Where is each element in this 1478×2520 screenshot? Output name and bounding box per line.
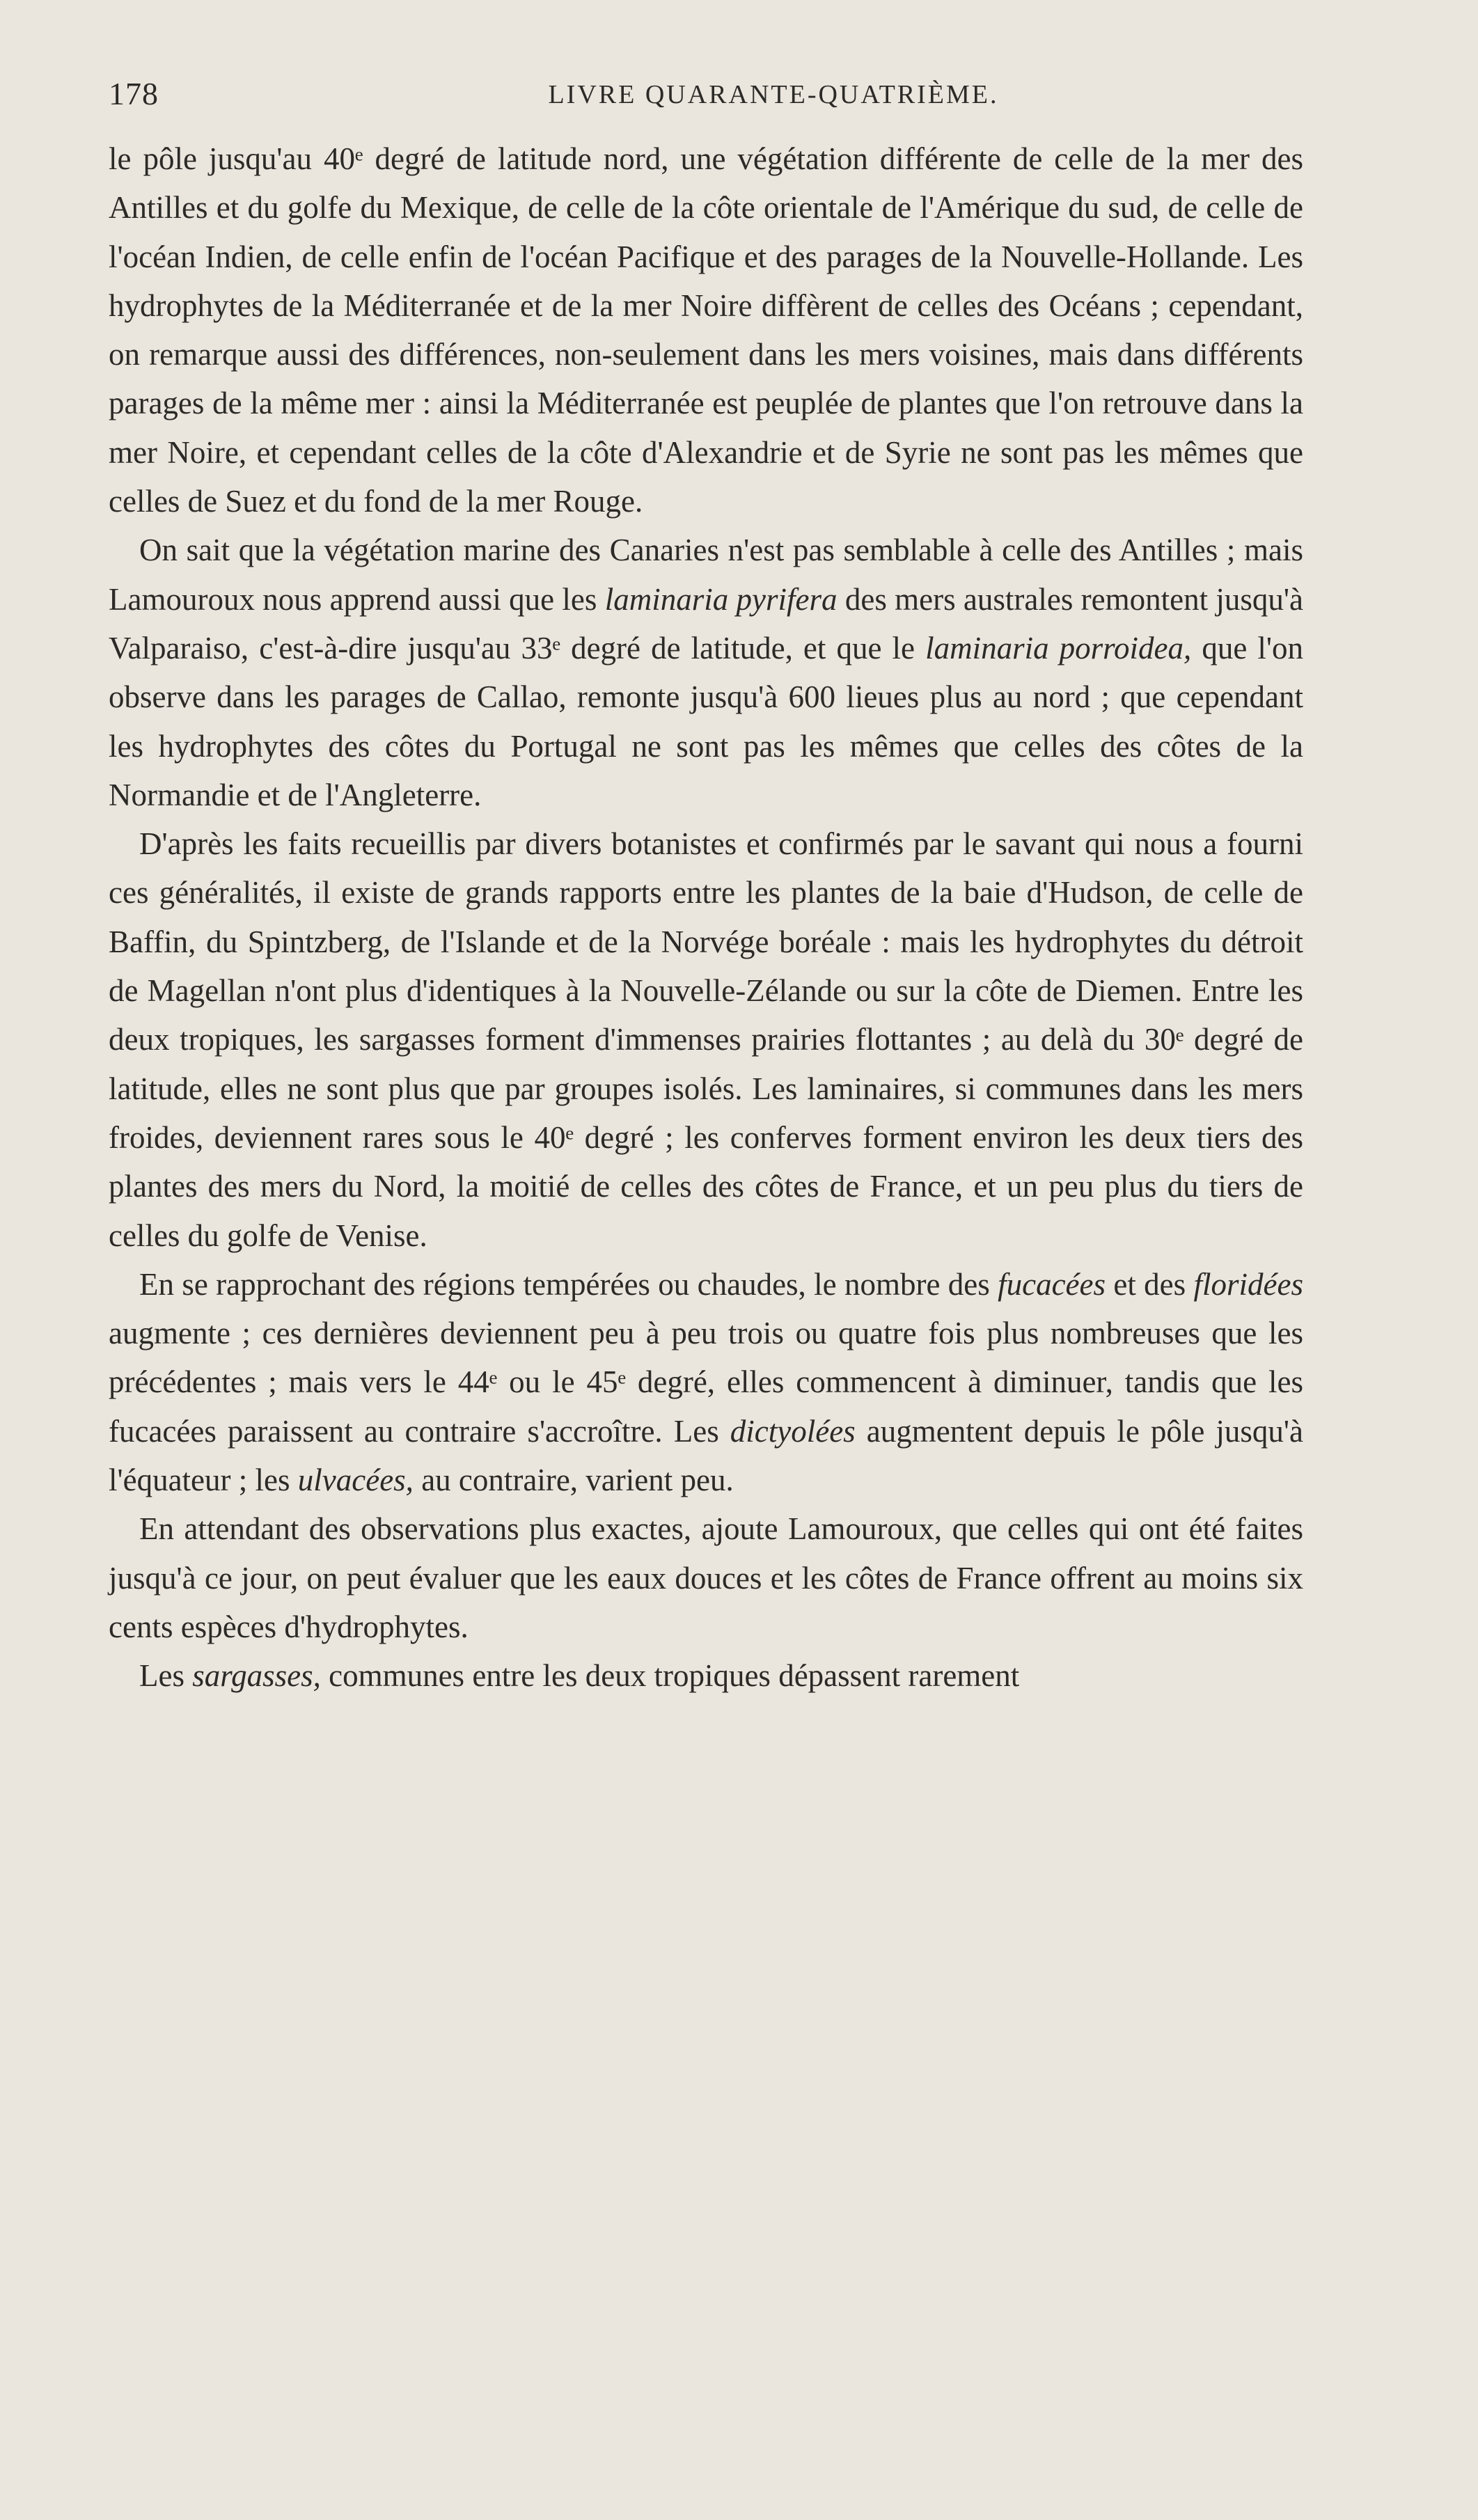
italic-term: ulvacées, <box>297 1463 414 1498</box>
paragraph-5 <box>109 1504 1303 1651</box>
italic-term: floridées <box>1193 1266 1303 1302</box>
paragraph-4-text: augmente ; ces dernières deviennent peu à peu trois ou quatre fois plus nombreuses que les précédentes ; mais vers le 44ᵉ ou le 45ᵉ degré, elles commencent à diminuer, tandis que les fucacées paraissent au contraire s'accroître. Les <box>109 1316 1303 1449</box>
paragraph-1-text: le pôle jusqu'au 40ᵉ degré de latitude nord, une végétation différente de celle de la mer des Antilles et du golfe du Mexique, de celle de la côte orientale de l'Amérique du sud, de celle de l'océan Indien, de celle enfin de l'océan Pacifique et des parages de la Nouvelle-Hollande. Les hydrophytes de la Méditerranée et de la mer Noire diffèrent de celles des Océans ; cependant, on remarque aussi des différences, non-seulement dans les mers voisines, mais dans différents parages de la même mer : ainsi la Méditerranée est peuplée de plantes que l'on retrouve dans la mer Noire, et cependant celles de la côte d'Alexandrie et de Syrie ne sont pas les mêmes que celles de Suez et du fond de la mer Rouge. <box>109 141 1303 519</box>
paragraph-1 <box>109 134 1303 526</box>
italic-term: laminaria porroidea, <box>925 630 1192 666</box>
paragraph-5-text: En attendant des observations plus exactes, ajoute Lamouroux, que celles qui ont été faites jusqu'à ce jour, on peut évaluer que les eaux douces et les côtes de France offrent au moins six cents espèces d'hydrophytes. <box>109 1511 1303 1644</box>
paragraph-3-text: D'après les faits recueillis par divers botanistes et confirmés par le savant qui nous a fourni ces généralités, il existe de grands rapports entre les plantes de la baie d'Hudson, de celle de Baffin, du Spintzberg, de l'Islande et de la Norvége boréale : mais les hydrophytes du détroit de Magellan n'ont plus d'identiques à la Nouvelle-Zélande ou sur la côte de Diemen. Entre les deux tropiques, les sargasses forment d'immenses prairies flottantes ; au delà du 30ᵉ degré de latitude, elles ne sont plus que par groupes isolés. Les laminaires, si communes dans les mers froides, deviennent rares sous le 40ᵉ degré ; les conferves forment environ les deux tiers des plantes des mers du Nord, la moitié de celles des côtes de France, et un peu plus du tiers de celles du golfe de Venise. <box>109 826 1303 1253</box>
italic-term: fucacées <box>998 1266 1106 1302</box>
running-title: LIVRE QUARANTE-QUATRIÈME. <box>548 80 999 109</box>
page-number: 178 <box>109 76 159 111</box>
paragraph-2 <box>109 526 1303 819</box>
paragraph-4 <box>109 1260 1303 1504</box>
paragraph-4-text: et des <box>1106 1266 1194 1302</box>
italic-term: sargasses, <box>192 1658 321 1694</box>
page-header <box>109 75 1438 117</box>
italic-term: laminaria pyrifera <box>604 581 838 617</box>
paragraph-6 <box>109 1651 1303 1700</box>
paragraph-2-text: que l'on observe dans les parages de Callao, remonte jusqu'à 600 lieues plus au nord ; que cependant les hydrophytes des côtes du Portugal ne sont pas les mêmes que celles des côtes de la Normandie et de l'Angleterre. <box>109 630 1303 812</box>
paragraph-4-text: augmentent depuis le pôle jusqu'à l'équateur ; les <box>109 1413 1303 1498</box>
paragraph-4-text: En se rapprochant des régions tempérées ou chaudes, le nombre des <box>139 1266 998 1302</box>
italic-term: dictyolées <box>730 1413 856 1449</box>
paragraph-2-text: On sait que la végétation marine des Canaries n'est pas semblable à celle des Antilles ; mais Lamouroux nous apprend aussi que les <box>109 533 1303 617</box>
paragraph-3 <box>109 819 1303 1260</box>
paragraph-4-text: au contraire, varient peu. <box>413 1463 734 1498</box>
paragraph-6-text: Les <box>139 1658 193 1694</box>
paragraph-6-text: communes entre les deux tropiques dépassent rarement <box>320 1658 1020 1694</box>
paragraph-2-text: des mers australes remontent jusqu'à Valparaiso, c'est-à-dire jusqu'au 33ᵉ degré de latitude, et que le <box>109 581 1304 666</box>
body-text <box>109 134 1303 1701</box>
